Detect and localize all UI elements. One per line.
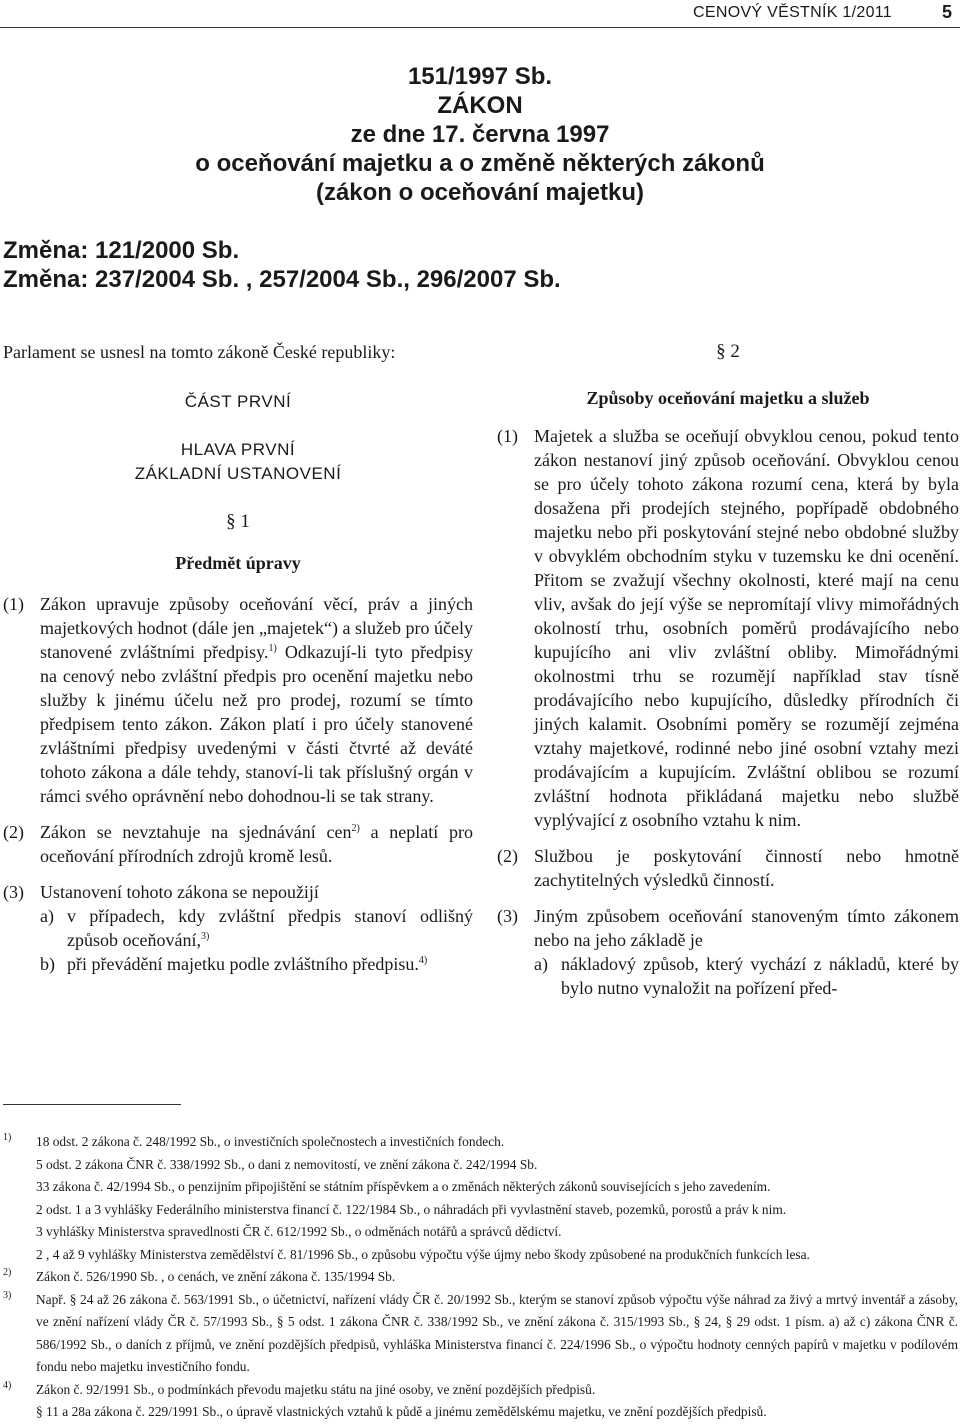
paragraph: [3, 880, 473, 976]
footnote: [3, 1289, 958, 1379]
paragraph-number: (3): [3, 882, 24, 902]
footnote-text: 3 vyhlášky Ministerstva spravedlnosti ČR č. 612/1992 Sb., o odměnách notářů a správců dědictví.: [36, 1224, 562, 1239]
law-short-name: (zákon o oceňování majetku): [315, 179, 645, 206]
page-number: 5: [941, 2, 952, 22]
footnote-text: Zákon č. 92/1991 Sb., o podmínkách převodu majetku státu na jiné osoby, ve znění pozdějších předpisů.: [36, 1381, 596, 1397]
paragraph-number: (2): [3, 822, 24, 842]
footnote: [3, 1379, 958, 1424]
right-column: [497, 340, 959, 1000]
footnote-lines: [36, 1266, 958, 1289]
part-heading: ČÁST PRVNÍ: [184, 392, 292, 411]
paragraph: [497, 424, 959, 832]
preamble: Parlament se usnesl na tomto zákoně České republiky:: [3, 342, 396, 362]
footnote: [3, 1131, 958, 1266]
footnote-mark: 3): [3, 1289, 12, 1301]
section-mark: § 1: [226, 511, 250, 532]
text-run: Odkazují-li tyto předpisy na cenový nebo zvláštní předpis pro ocenění majetku nebo služby k jinému účelu než pro prodej, rozumí se tímto předpisem tento zákon. Zákon platí i pro účely stanovené zvláštními předpisy uvedenými v části čtvrté až deváté tohoto zákona a dále tehdy, stanoví-li tak příslušný orgán v rámci svého oprávnění nebo dohodnou-li se tak strany.: [40, 642, 473, 806]
list-item: [40, 952, 473, 976]
footnote-text: Např. § 24 až 26 zákona č. 563/1991 Sb., o účetnictví, nařízení vlády ČR č. 20/1992 Sb., kterým se stanoví způsob výpočtu výše náhrad za živý a mrtvý inventář a zásoby, ve znění nařízení vlády ČR č. 57/1993 Sb., § 5 odst. 1 zákona ČNR č. 338/1992 Sb., ve znění zákona č. 315/1993 Sb., § 24, § 29 odst. 1 písm. a) až c) zákona ČNR č. 586/1992 Sb., o daních z příjmů, ve znění pozdějších předpisů, vyhláška Ministerstva financí č. 224/1996 Sb., o výpočtu hodnoty cenných papírů v majetku v podílovém fondu nebo majetku investičního fondu.: [36, 1291, 958, 1374]
law-number: 151/1997 Sb.: [407, 63, 553, 90]
paragraph-text: [40, 880, 473, 976]
section-title: Způsoby oceňování majetku a služeb: [586, 388, 870, 408]
paragraph-text: Majetek a služba se oceňují obvyklou cenou, pokud tento zákon nestanoví jiný způsob oceňování. Obvyklou cenou se pro účely tohoto zákona rozumí cena, která by byla dosažena při prodejích stejného, popřípadě obdobného majetku nebo při poskytování stejné nebo obdobné služby v obvyklém obchodním styku v tuzemsku ke dni ocenění. Přitom se zvažují všechny okolnosti, které mají na cenu vliv, avšak do její výše se nepromítají vlivy mimořádných okolností trhu, osobních poměrů prodávajícího nebo kupujícího ani vliv zvláštní obliby. Mimořádnými okolnostmi trhu se rozumějí například stav tísně prodávajícího nebo kupujícího, důsledky přírodních či jiných kalamit. Osobními poměry se rozumějí zejména vztahy majetkové, rodinné nebo jiné osobní vztahy mezi prodávajícím a kupujícím. Zvláštní oblibou se rozumí zvláštní hodnota přikládaná majetku nebo službě vyplývající z osobního vztahu k nim.: [534, 426, 959, 830]
footnote-text: 5 odst. 2 zákona ČNR č. 338/1992 Sb., o dani z nemovitostí, ve znění zákona č. 242/1994 Sb.: [36, 1156, 538, 1172]
footnote-mark: 2): [3, 1267, 12, 1278]
paragraph: [497, 904, 959, 1000]
footnote-text: Zákon č. 526/1990 Sb. , o cenách, ve znění zákona č. 135/1994 Sb.: [36, 1269, 396, 1284]
paragraph: [497, 844, 959, 892]
paragraph-text: [534, 904, 959, 1000]
amendments-list: [3, 236, 561, 294]
footnote-text: 2 odst. 1 a 3 vyhlášky Federálního ministerstva financí č. 122/1984 Sb., o náhradách při vyvlastnění staveb, pozemků, porostů a práv k nim.: [36, 1201, 787, 1217]
list-item: [40, 904, 473, 952]
footnote-ref: 1): [268, 643, 277, 654]
law-type: ZÁKON: [437, 92, 523, 119]
text-run: a neplatí pro oceňování přírodních zdrojů kromě lesů.: [40, 822, 473, 866]
left-column: [3, 340, 473, 976]
list-label: a): [40, 906, 54, 926]
section-title: Předmět úpravy: [175, 553, 301, 573]
footnote-lines: [36, 1379, 958, 1424]
list-text: nákladový způsob, který vychází z nákladů, které by bylo nutno vynaložit na pořízení před-: [561, 954, 959, 998]
chapter-title: ZÁKLADNÍ USTANOVENÍ: [134, 464, 342, 483]
amendment-line: Změna: 237/2004 Sb. , 257/2004 Sb., 296/2007 Sb.: [3, 266, 561, 293]
footnote-text: 33 zákona č. 42/1994 Sb., o penzijním připojištění se státním příspěvkem a o změnách některých zákonů souvisejících s jeho zavedením.: [36, 1179, 771, 1194]
footnote-text: § 11 a 28a zákona č. 229/1991 Sb., o úpravě vlastnických vztahů k půdě a jinému zemědělskému majetku, ve znění pozdějších předpisů.: [36, 1404, 767, 1419]
footnote-ref: 2): [351, 823, 360, 834]
list-text: [67, 952, 473, 976]
footnote-lines: [36, 1131, 958, 1266]
footnote-lines: [36, 1289, 958, 1379]
footnote-ref: 4): [418, 955, 428, 966]
paragraph-number: (1): [3, 594, 24, 614]
paragraph-number: (2): [497, 846, 518, 866]
footnote-text: 2 , 4 až 9 vyhlášky Ministerstva zemědělství č. 81/1996 Sb., o způsobu výpočtu výše újmy nebo škody způsobené na produkčních funkcích lesa.: [36, 1246, 810, 1262]
text-run: Ustanovení tohoto zákona se nepoužijí: [40, 882, 319, 902]
header-divider: [0, 27, 960, 28]
running-header: [0, 0, 960, 28]
paragraph: [3, 592, 473, 808]
section-mark: § 2: [716, 341, 740, 362]
footnote: [3, 1266, 958, 1289]
text-run: při převádění majetku podle zvláštního předpisu.: [67, 954, 419, 974]
text-run: Zákon se nevztahuje na sjednávání cen: [40, 822, 352, 842]
law-name: o oceňování majetku a o změně některých zákonů: [195, 150, 765, 177]
text-run: v případech, kdy zvláštní předpis stanoví odlišný způsob oceňování,: [67, 906, 473, 950]
text-run: Jiným způsobem oceňování stanoveným tímto zákonem nebo na jeho základě je: [534, 906, 959, 950]
law-title-block: [0, 62, 960, 207]
list-text: [67, 904, 473, 952]
footnote-text: 18 odst. 2 zákona č. 248/1992 Sb., o investičních společnostech a investičních fondech.: [36, 1134, 505, 1149]
law-date: ze dne 17. června 1997: [350, 121, 610, 148]
paragraph: [3, 820, 473, 868]
paragraph-text: [40, 592, 473, 808]
footnote-ref: 3): [200, 931, 210, 942]
list-label: b): [40, 954, 55, 974]
list-item: [534, 952, 959, 1000]
footnote-mark: 4): [3, 1379, 12, 1391]
chapter-heading: HLAVA PRVNÍ: [180, 440, 296, 459]
footnote-mark: 1): [3, 1132, 12, 1143]
list-label: a): [534, 954, 548, 974]
text-run: Zákon upravuje způsoby oceňování věcí, práv a jiných majetkových hodnot (dále jen „majetek“) a služeb pro účely stanovené zvláštními předpisy.: [40, 594, 473, 662]
footnotes: [3, 1131, 958, 1424]
journal-title: CENOVÝ VĚSTNÍK 1/2011: [693, 4, 892, 21]
footnote-divider: [3, 1104, 181, 1105]
paragraph-number: (1): [497, 426, 518, 446]
amendment-line: Změna: 121/2000 Sb.: [3, 237, 240, 264]
paragraph-number: (3): [497, 906, 518, 926]
paragraph-text: Službou je poskytování činností nebo hmotně zachytitelných výsledků činností.: [534, 846, 959, 890]
paragraph-text: [40, 820, 473, 868]
